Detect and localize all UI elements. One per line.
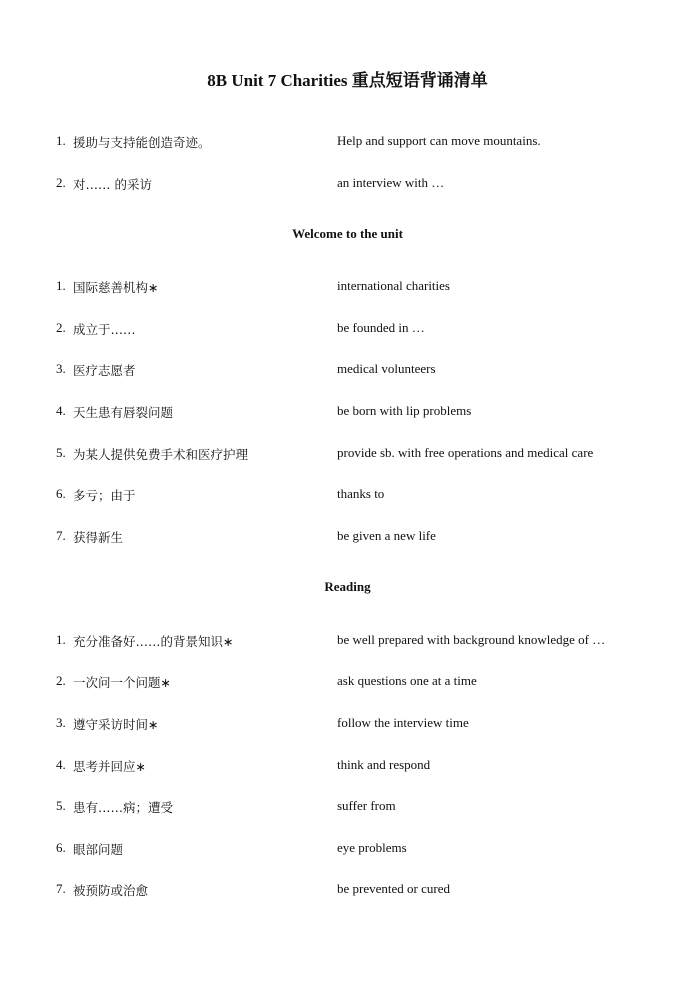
- english-phrase: an interview with …: [337, 175, 445, 190]
- english-phrase: be founded in …: [337, 320, 425, 335]
- list-item: [56, 486, 656, 506]
- chinese-phrase: 思考并回应∗: [73, 759, 146, 774]
- english-phrase: be prevented or cured: [337, 881, 450, 896]
- english-phrase: Help and support can move mountains.: [337, 133, 541, 148]
- chinese-phrase: 获得新生: [73, 530, 124, 545]
- english-phrase: be born with lip problems: [337, 403, 472, 418]
- list-item: [56, 840, 656, 860]
- chinese-phrase: 为某人提供免费手术和医疗护理: [73, 447, 249, 462]
- english-phrase: thanks to: [337, 486, 385, 501]
- list-item: [56, 757, 656, 777]
- list-item: [56, 133, 656, 153]
- item-number: 6.: [56, 840, 66, 855]
- item-number: 1.: [56, 133, 66, 148]
- list-item: [56, 881, 656, 901]
- list-item: [56, 632, 656, 652]
- section-heading: Reading: [324, 579, 371, 594]
- item-number: 2.: [56, 175, 66, 190]
- chinese-phrase: 眼部问题: [73, 842, 124, 857]
- chinese-phrase: 对…… 的采访: [73, 177, 152, 192]
- chinese-phrase: 充分准备好……的背景知识∗: [73, 634, 234, 649]
- chinese-phrase: 被预防或治愈: [73, 883, 149, 898]
- list-item: [56, 798, 656, 818]
- item-number: 3.: [56, 715, 66, 730]
- item-number: 7.: [56, 528, 66, 543]
- english-phrase: be well prepared with background knowledge of …: [337, 632, 606, 647]
- english-phrase: eye problems: [337, 840, 407, 855]
- english-phrase: provide sb. with free operations and medical care: [337, 445, 594, 460]
- english-phrase: medical volunteers: [337, 361, 436, 376]
- chinese-phrase: 一次问一个问题∗: [73, 675, 171, 690]
- chinese-phrase: 患有……病；遭受: [73, 800, 174, 815]
- chinese-phrase: 援助与支持能创造奇迹。: [73, 135, 211, 150]
- list-item: [56, 278, 656, 298]
- list-item: [56, 715, 656, 735]
- english-phrase: ask questions one at a time: [337, 673, 477, 688]
- item-number: 6.: [56, 486, 66, 501]
- section-heading: Welcome to the unit: [292, 226, 403, 241]
- list-item: [56, 175, 656, 195]
- item-number: 4.: [56, 403, 66, 418]
- item-number: 2.: [56, 673, 66, 688]
- list-item: [56, 673, 656, 693]
- page-title: 8B Unit 7 Charities 重点短语背诵清单: [207, 71, 488, 90]
- chinese-phrase: 国际慈善机构∗: [73, 280, 159, 295]
- chinese-phrase: 遵守采访时间∗: [73, 717, 159, 732]
- item-number: 5.: [56, 798, 66, 813]
- item-number: 2.: [56, 320, 66, 335]
- list-item: [56, 403, 656, 423]
- list-item: [56, 320, 656, 340]
- item-number: 4.: [56, 757, 66, 772]
- list-item: [56, 361, 656, 381]
- item-number: 5.: [56, 445, 66, 460]
- list-item: [56, 445, 656, 465]
- chinese-phrase: 成立于……: [73, 322, 136, 337]
- chinese-phrase: 多亏；由于: [73, 488, 136, 503]
- item-number: 3.: [56, 361, 66, 376]
- chinese-phrase: 天生患有唇裂问题: [73, 405, 174, 420]
- english-phrase: think and respond: [337, 757, 431, 772]
- english-phrase: be given a new life: [337, 528, 436, 543]
- english-phrase: suffer from: [337, 798, 396, 813]
- list-item: [56, 528, 656, 548]
- item-number: 1.: [56, 278, 66, 293]
- item-number: 1.: [56, 632, 66, 647]
- english-phrase: international charities: [337, 278, 450, 293]
- item-number: 7.: [56, 881, 66, 896]
- chinese-phrase: 医疗志愿者: [73, 363, 136, 378]
- english-phrase: follow the interview time: [337, 715, 469, 730]
